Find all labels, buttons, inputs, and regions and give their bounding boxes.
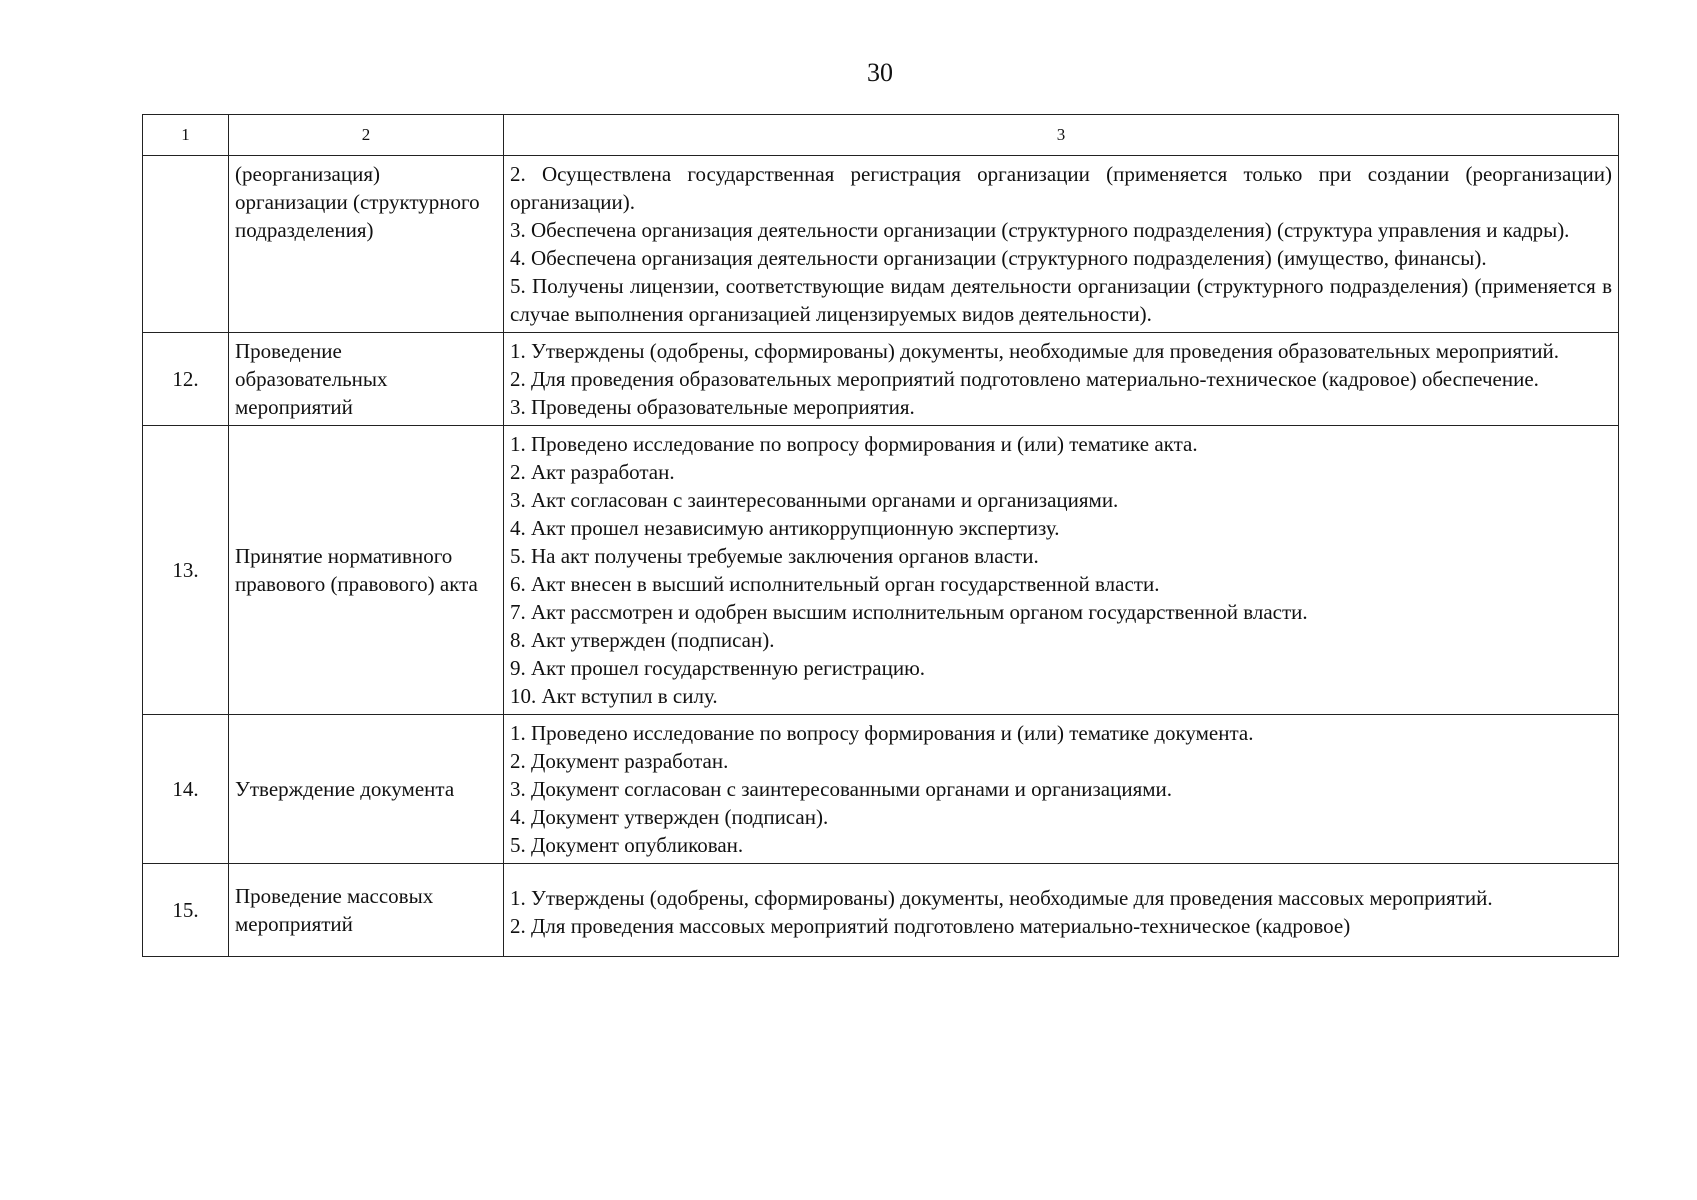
result-item: 1. Проведено исследование по вопросу формирования и (или) тематике документа. bbox=[510, 721, 1254, 745]
result-item: 1. Утверждены (одобрены, сформированы) документы, необходимые для проведения образовательных мероприятий. bbox=[510, 339, 1559, 363]
table-row bbox=[143, 156, 1619, 333]
result-item: 3. Акт согласован с заинтересованными органами и организациями. bbox=[510, 488, 1119, 512]
row-number: 15. bbox=[143, 864, 229, 957]
header-col-2: 2 bbox=[229, 115, 504, 156]
row-number bbox=[143, 156, 229, 333]
result-item: 2. Осуществлена государственная регистрация организации (применяется только при создании (реорганизации) организации). bbox=[510, 162, 1612, 214]
stage-name: Принятие нормативного правового (правового) акта bbox=[229, 426, 504, 715]
header-col-3: 3 bbox=[504, 115, 1619, 156]
result-item: 5. Получены лицензии, соответствующие видам деятельности организации (структурного подразделения) (применяется в случае выполнения организацией лицензируемых видов деятельности). bbox=[510, 274, 1612, 326]
result-item: 3. Проведены образовательные мероприятия. bbox=[510, 395, 915, 419]
result-item: 3. Обеспечена организация деятельности организации (структурного подразделения) (структура управления и кадры). bbox=[510, 218, 1570, 242]
result-item: 3. Документ согласован с заинтересованными органами и организациями. bbox=[510, 777, 1173, 801]
result-item: 1. Проведено исследование по вопросу формирования и (или) тематике акта. bbox=[510, 432, 1198, 456]
table-row bbox=[143, 426, 1619, 715]
result-item: 4. Акт прошел независимую антикоррупционную экспертизу. bbox=[510, 516, 1060, 540]
table-row bbox=[143, 715, 1619, 864]
stage-results bbox=[504, 715, 1619, 864]
result-item: 10. Акт вступил в силу. bbox=[510, 684, 718, 708]
result-item: 4. Документ утвержден (подписан). bbox=[510, 805, 829, 829]
row-number: 14. bbox=[143, 715, 229, 864]
result-item: 2. Для проведения массовых мероприятий подготовлено материально-техническое (кадровое) bbox=[510, 914, 1351, 938]
stage-name: Утверждение документа bbox=[229, 715, 504, 864]
result-item: 1. Утверждены (одобрены, сформированы) документы, необходимые для проведения массовых мероприятий. bbox=[510, 886, 1493, 910]
result-list-clip bbox=[510, 884, 1612, 940]
result-item: 6. Акт внесен в высший исполнительный орган государственной власти. bbox=[510, 572, 1160, 596]
page-number: 30 bbox=[867, 58, 893, 87]
result-item: 2. Акт разработан. bbox=[510, 460, 675, 484]
stage-name: Проведение массовых мероприятий bbox=[229, 864, 504, 957]
stage-results bbox=[504, 864, 1619, 957]
result-item: 9. Акт прошел государственную регистрацию. bbox=[510, 656, 926, 680]
stages-table bbox=[142, 114, 1619, 957]
table-row bbox=[143, 333, 1619, 426]
stage-results bbox=[504, 426, 1619, 715]
stage-results bbox=[504, 156, 1619, 333]
result-item: 2. Документ разработан. bbox=[510, 749, 729, 773]
stage-name: Проведение образовательных мероприятий bbox=[229, 333, 504, 426]
stage-results bbox=[504, 333, 1619, 426]
result-item: 2. Для проведения образовательных мероприятий подготовлено материально-техническое (кадровое) обеспечение. bbox=[510, 367, 1539, 391]
row-number: 12. bbox=[143, 333, 229, 426]
result-item: 8. Акт утвержден (подписан). bbox=[510, 628, 775, 652]
header-col-1: 1 bbox=[143, 115, 229, 156]
table-row bbox=[143, 864, 1619, 957]
table-header-row bbox=[143, 115, 1619, 156]
result-item: 5. Документ опубликован. bbox=[510, 833, 744, 857]
row-number: 13. bbox=[143, 426, 229, 715]
result-item: 5. На акт получены требуемые заключения органов власти. bbox=[510, 544, 1039, 568]
stage-name: (реорганизация) организации (структурного подразделения) bbox=[229, 156, 504, 333]
result-item: 7. Акт рассмотрен и одобрен высшим исполнительным органом государственной власти. bbox=[510, 600, 1308, 624]
result-item: 4. Обеспечена организация деятельности организации (структурного подразделения) (имущество, финансы). bbox=[510, 246, 1487, 270]
